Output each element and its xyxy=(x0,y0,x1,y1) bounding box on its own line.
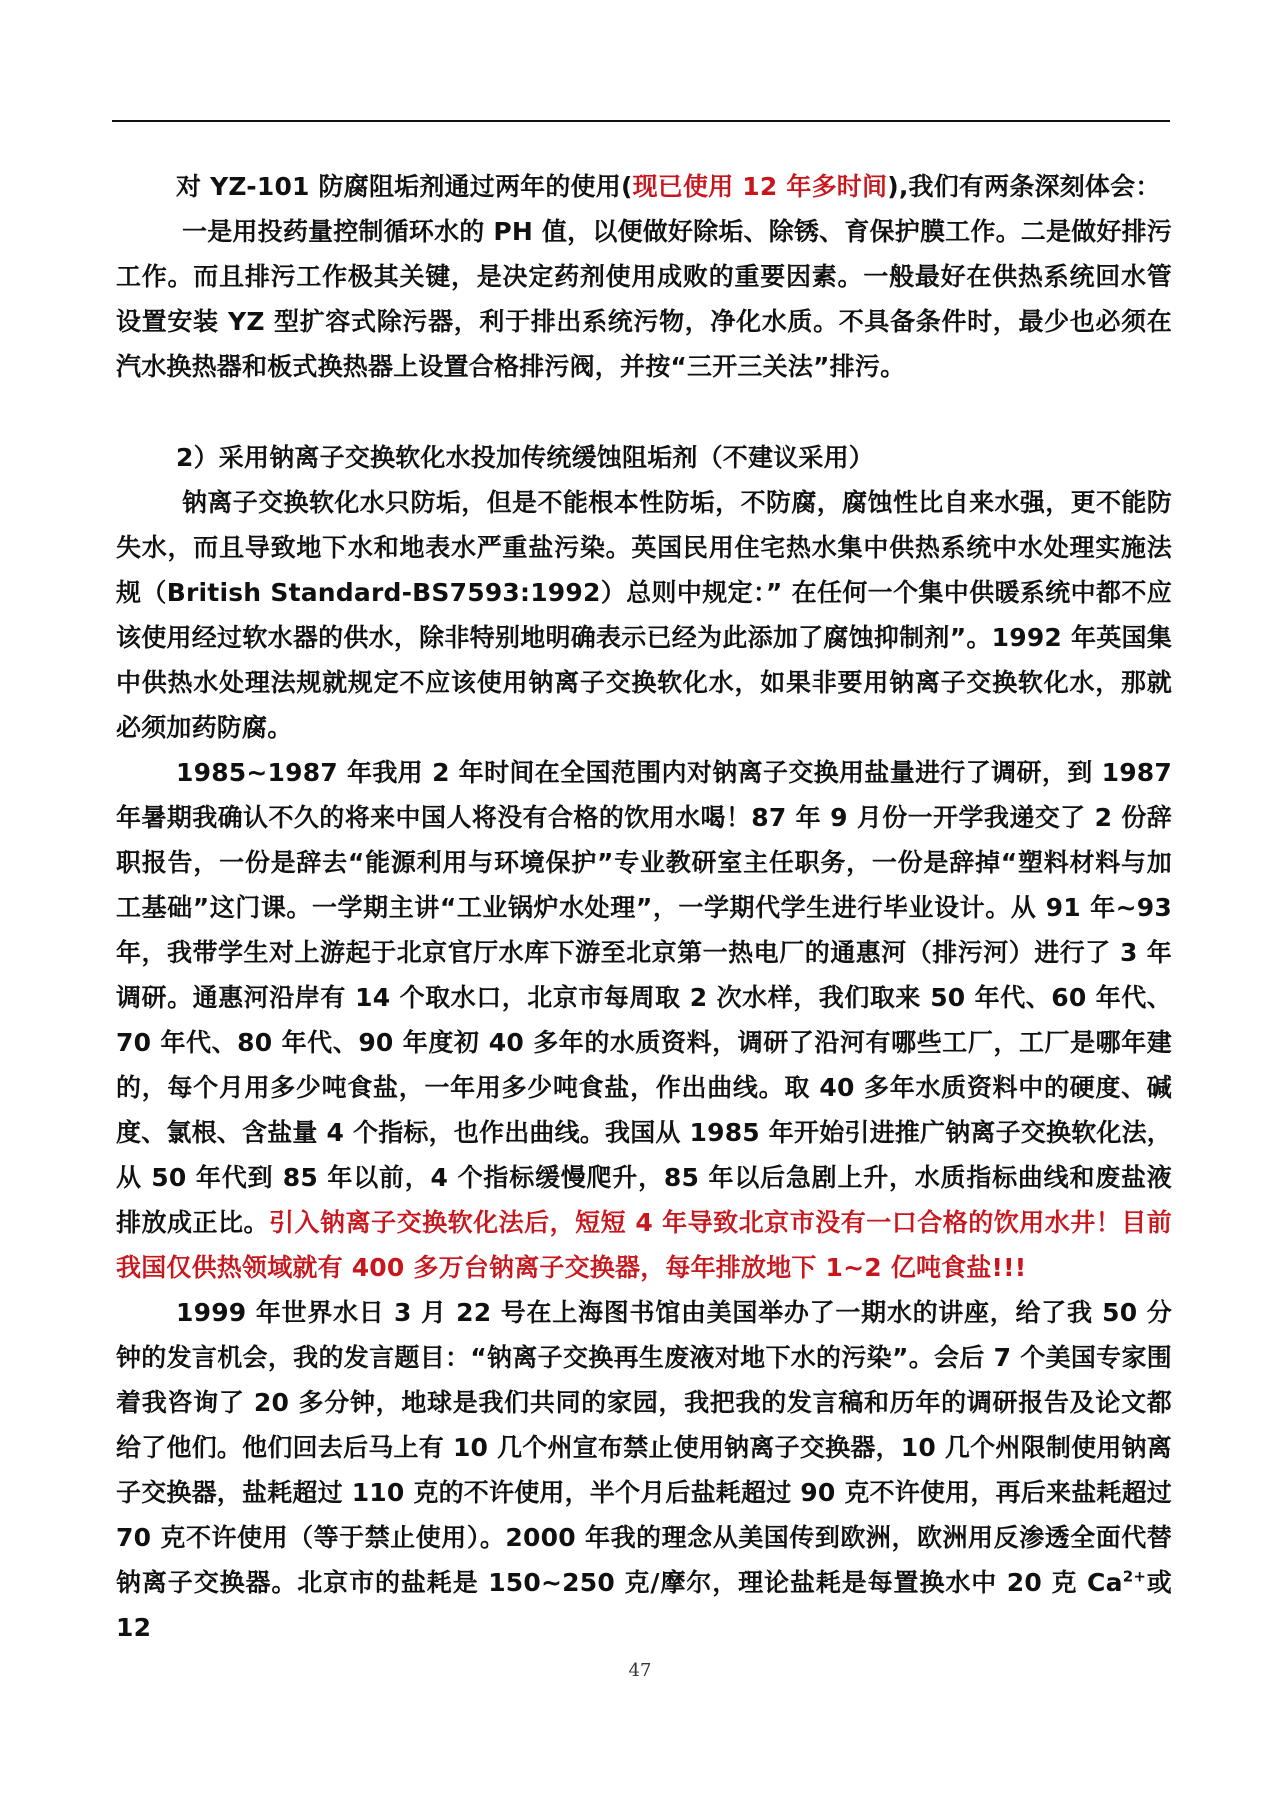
header-rule xyxy=(112,120,1170,122)
paragraph-3: 钠离子交换软化水只防垢，但是不能根本性防垢，不防腐，腐蚀性比自来水强，更不能防失水，而且导致地下水和地表水严重盐污染。英国民用住宅热水集中供热系统中水处理实施法规（British Standard-BS7593:1992）总则中规定：” 在任何一个集中供暖系统中都不应该使用经过软水器的供水，除非特别地明确表示已经为此添加了腐蚀抑制剂”。1992 年英国集中供热水处理法规就规定不应该使用钠离子交换软化水，如果非要用钠离子交换软化水，那就必须加药防腐。 xyxy=(116,488,1172,742)
highlight-text: 现已使用 12 年多时间 xyxy=(632,172,888,201)
section-heading: 2）采用钠离子交换软化水投加传统缓蚀阻垢剂（不建议采用） xyxy=(176,443,874,472)
page-number: 47 xyxy=(628,1660,652,1681)
paragraph-1: 对 YZ-101 防腐阻垢剂通过两年的使用(现已使用 12 年多时间),我们有两条深刻体会： xyxy=(176,172,1161,201)
paragraph-2: 一是用投药量控制循环水的 PH 值，以便做好除垢、除锈、育保护膜工作。二是做好排污工作。而且排污工作极其关键，是决定药剂使用成败的重要因素。一般最好在供热系统回水管设置安装 YZ 型扩容式除污器，利于排出系统污物，净化水质。不具备条件时，最少也必须在汽水换热器和板式换热器上设置合格排污阀，并按“三开三关法”排污。 xyxy=(116,217,1172,381)
paragraph-5: 1999 年世界水日 3 月 22 号在上海图书馆由美国举办了一期水的讲座，给了我 50 分钟的发言机会，我的发言题目：“钠离子交换再生废液对地下水的污染”。会后 7 个美国专家围着我咨询了 20 多分钟，地球是我们共同的家园，我把我的发言稿和历年的调研报告及论文都给了他们。他们回去后马上有 10 几个州宣布禁止使用钠离子交换器，10 几个州限制使用钠离子交换器，盐耗超过 110 克的不许使用，半个月后盐耗超过 90 克不许使用，再后来盐耗超过 70 克不许使用（等于禁止使用）。2000 年我的理念从美国传到欧洲，欧洲用反渗透全面代替钠离子交换器。北京市的盐耗是 150~250 克/摩尔，理论盐耗是每置换水中 20 克 $Ca^{2+}$或 12 xyxy=(116,1298,1172,1642)
highlight-text: 引入钠离子交换软化法后，短短 4 年导致北京市没有一口合格的饮用水井！目前我国仅供热领域就有 400 多万台钠离子交换器，每年排放地下 1~2 亿吨食盐!!! xyxy=(116,1208,1172,1282)
body-text xyxy=(116,164,1172,1650)
paragraph-4: 1985~1987 年我用 2 年时间在全国范围内对钠离子交换用盐量进行了调研，到 1987 年暑期我确认不久的将来中国人将没有合格的饮用水喝！87 年 9 月份一开学我递交了 2 份辞职报告，一份是辞去“能源利用与环境保护”专业教研室主任职务，一份是辞掉“塑料材料与加工基础”这门课。一学期主讲“工业锅炉水处理”，一学期代学生进行毕业设计。从 91 年~93 年，我带学生对上游起于北京官厅水库下游至北京第一热电厂的通惠河（排污河）进行了 3 年调研。通惠河沿岸有 14 个取水口，北京市每周取 2 次水样，我们取来 50 年代、60 年代、70 年代、80 年代、90 年度初 40 多年的水质资料，调研了沿河有哪些工厂，工厂是哪年建的，每个月用多少吨食盐，一年用多少吨食盐，作出曲线。取 40 多年水质资料中的硬度、碱度、氯根、含盐量 4 个指标，也作出曲线。我国从 1985 年开始引进推广钠离子交换软化法，从 50 年代到 85 年以前，4 个指标缓慢爬升，85 年以后急剧上升，水质指标曲线和废盐液排放成正比。引入钠离子交换软化法后，短短 4 年导致北京市没有一口合格的饮用水井！目前我国仅供热领域就有 400 多万台钠离子交换器，每年排放地下 1~2 亿吨食盐!!! xyxy=(116,758,1172,1282)
